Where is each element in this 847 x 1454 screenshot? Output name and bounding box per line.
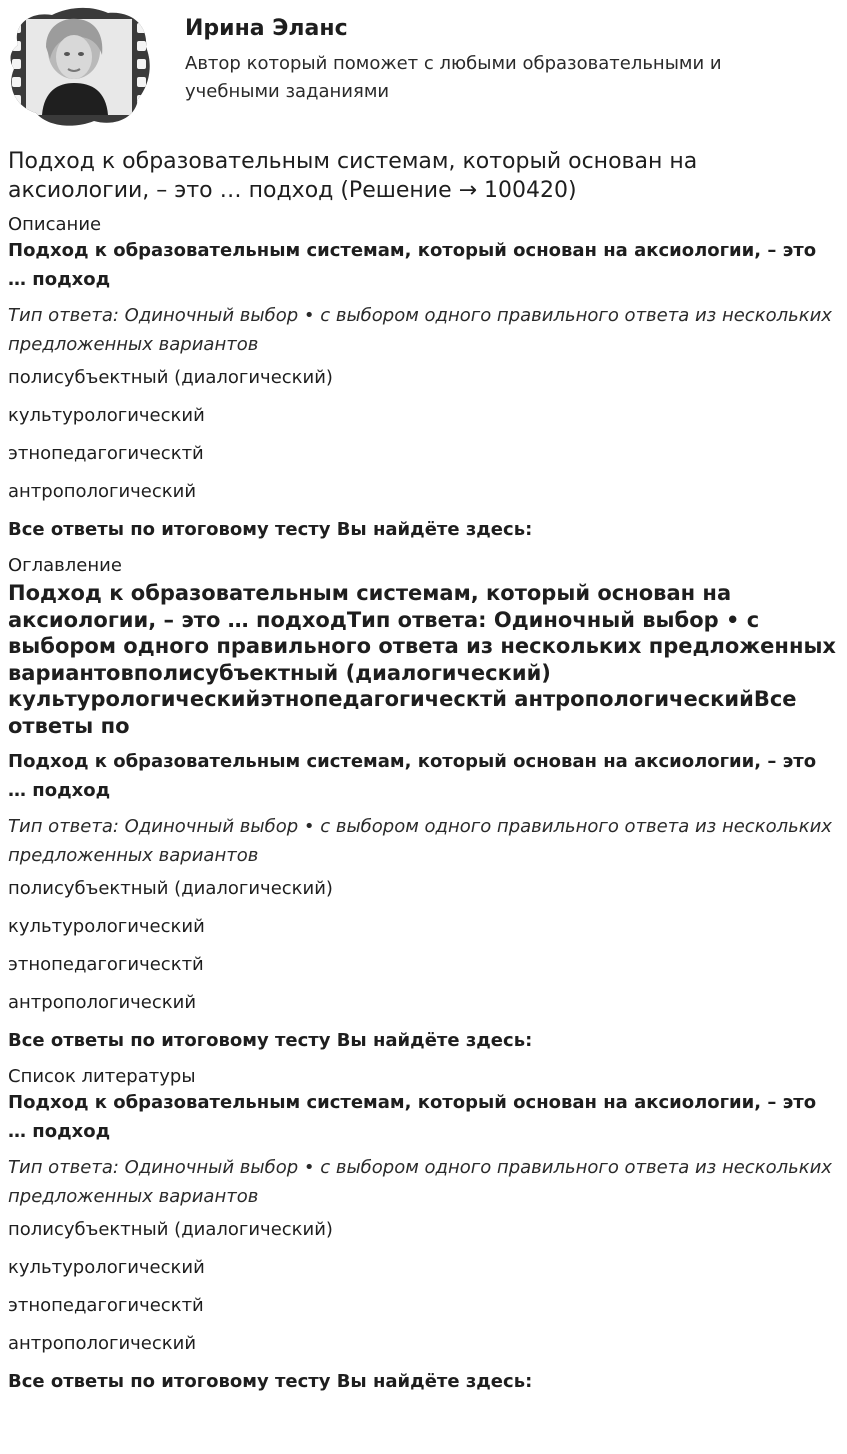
description-section — [8, 214, 838, 542]
answer-type: Тип ответа: Одиночный выбор • с выбором одного правильного ответа из нескольких предложенных вариантов — [8, 1157, 832, 1207]
all-answers-text: Все ответы по итоговому тесту Вы найдёте здесь: — [8, 1030, 533, 1051]
author-avatar[interactable] — [8, 7, 150, 127]
answer-type: Тип ответа: Одиночный выбор • с выбором одного правильного ответа из нескольких предложенных вариантов — [8, 305, 832, 355]
section-label-toc: Оглавление — [8, 555, 122, 576]
option-item: культурологический — [8, 1257, 205, 1278]
option-item: антропологический — [8, 1333, 197, 1354]
main-content — [8, 147, 838, 1407]
all-answers-text: Все ответы по итоговому тесту Вы найдёте здесь: — [8, 1371, 533, 1392]
option-item: полисубъектный (диалогический) — [8, 878, 333, 899]
references-section — [8, 1066, 838, 1394]
option-item: антропологический — [8, 992, 197, 1013]
avatar-photo-icon — [8, 7, 150, 127]
option-item: этнопедагогическтй — [8, 443, 204, 464]
section-label-description: Описание — [8, 214, 102, 235]
author-description: Автор который поможет с любыми образовательными и учебными заданиями — [185, 53, 722, 102]
all-answers-text: Все ответы по итоговому тесту Вы найдёте здесь: — [8, 519, 533, 540]
option-item: культурологический — [8, 916, 205, 937]
question-text: Подход к образовательным системам, который основан на аксиологии, – это … подход — [8, 1092, 817, 1142]
option-item: этнопедагогическтй — [8, 1295, 204, 1316]
toc-section — [8, 555, 838, 1053]
author-header — [8, 7, 838, 127]
option-item: этнопедагогическтй — [8, 954, 204, 975]
answer-type: Тип ответа: Одиночный выбор • с выбором одного правильного ответа из нескольких предложенных вариантов — [8, 816, 832, 866]
section-label-references: Список литературы — [8, 1066, 196, 1087]
option-item: полисубъектный (диалогический) — [8, 1219, 333, 1240]
author-name[interactable]: Ирина Эланс — [185, 16, 348, 41]
question-text: Подход к образовательным системам, который основан на аксиологии, – это … подход — [8, 240, 817, 290]
option-item: культурологический — [8, 405, 205, 426]
option-item: полисубъектный (диалогический) — [8, 367, 333, 388]
option-item: антропологический — [8, 481, 197, 502]
question-text: Подход к образовательным системам, который основан на аксиологии, – это … подход — [8, 751, 817, 801]
toc-summary: Подход к образовательным системам, который основан на аксиологии, – это … подходТип ответа: Одиночный выбор • с выбором одного правильного ответа из нескольких предложенных вариантовполисубъектный (диалогический) культурологическийэтнопедагогическтй антропологическийВсе ответы по — [8, 581, 836, 738]
page-title: Подход к образовательным системам, который основан на аксиологии, – это … подход (Решение → 100420) — [8, 149, 698, 203]
